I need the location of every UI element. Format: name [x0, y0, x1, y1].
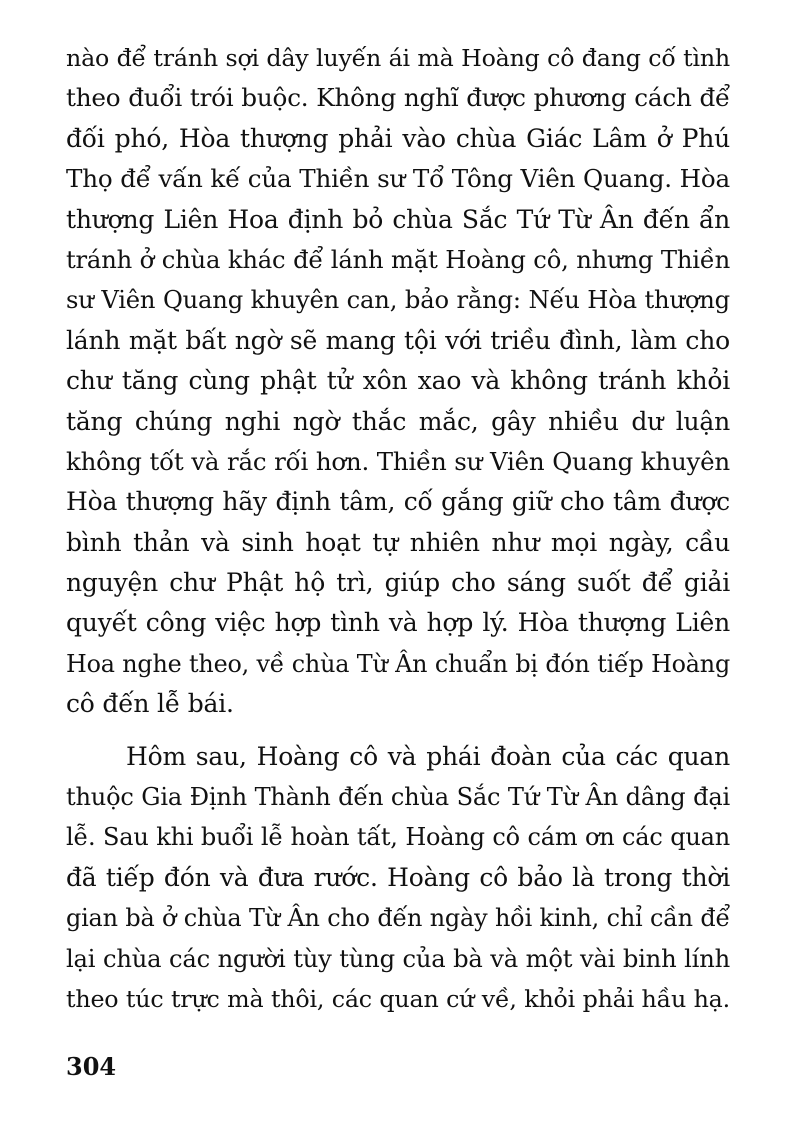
text-line: đối phó, Hòa thượng phải vào chùa Giác Lâm ở Phú — [66, 123, 730, 153]
text-line: thượng Liên Hoa định bỏ chùa Sắc Tứ Từ Ân đến ẩn — [66, 204, 730, 234]
text-line: Hòa thượng hãy định tâm, cố gắng giữ cho tâm được — [66, 487, 730, 517]
text-line: tránh ở chùa khác để lánh mặt Hoàng cô, nhưng Thiền — [66, 244, 730, 274]
page-number: 304 — [66, 1052, 117, 1081]
text-line: nguyện chư Phật hộ trì, giúp cho sáng suốt để giải — [66, 568, 730, 598]
text-line: Hôm sau, Hoàng cô và phái đoàn của các quan — [126, 741, 730, 771]
paragraph-2 — [66, 737, 730, 1020]
text-line: bình thản và sinh hoạt tự nhiên như mọi ngày, cầu — [66, 527, 730, 557]
text-line: sư Viên Quang khuyên can, bảo rằng: Nếu Hòa thượng — [66, 285, 730, 315]
text-line: Hoa nghe theo, về chùa Từ Ân chuẩn bị đón tiếp Hoàng — [66, 649, 730, 678]
text-line: lánh mặt bất ngờ sẽ mang tội với triều đình, làm cho — [66, 325, 730, 355]
page-body — [66, 38, 730, 1019]
text-line: theo đuổi trói buộc. Không nghĩ được phương cách để — [66, 83, 730, 113]
text-line: quyết công việc hợp tình và hợp lý. Hòa thượng Liên — [66, 608, 730, 638]
text-line: thuộc Gia Định Thành đến chùa Sắc Tứ Từ Ân dâng đại — [66, 783, 730, 812]
text-line: chư tăng cùng phật tử xôn xao và không tránh khỏi — [66, 366, 730, 396]
text-line: lễ. Sau khi buổi lễ hoàn tất, Hoàng cô cám ơn các quan — [66, 823, 730, 852]
text-line: cô đến lễ bái. — [66, 689, 234, 719]
text-line: đã tiếp đón và đưa rước. Hoàng cô bảo là trong thời — [66, 862, 730, 892]
text-line: theo túc trực mà thôi, các quan cứ về, khỏi phải hầu hạ. — [66, 984, 730, 1013]
text-line: Thọ để vấn kế của Thiền sư Tổ Tông Viên Quang. Hòa — [66, 164, 730, 194]
text-line: lại chùa các người tùy tùng của bà và một vài binh lính — [66, 944, 730, 973]
paragraph-1 — [66, 38, 730, 725]
text-line: gian bà ở chùa Từ Ân cho đến ngày hồi kinh, chỉ cần để — [66, 904, 730, 933]
text-line: nào để tránh sợi dây luyến ái mà Hoàng cô đang cố tình — [66, 44, 730, 72]
paragraph-spacer — [66, 725, 730, 737]
text-line: không tốt và rắc rối hơn. Thiền sư Viên Quang khuyên — [66, 446, 730, 476]
text-line: tăng chúng nghi ngờ thắc mắc, gây nhiều dư luận — [66, 406, 730, 436]
